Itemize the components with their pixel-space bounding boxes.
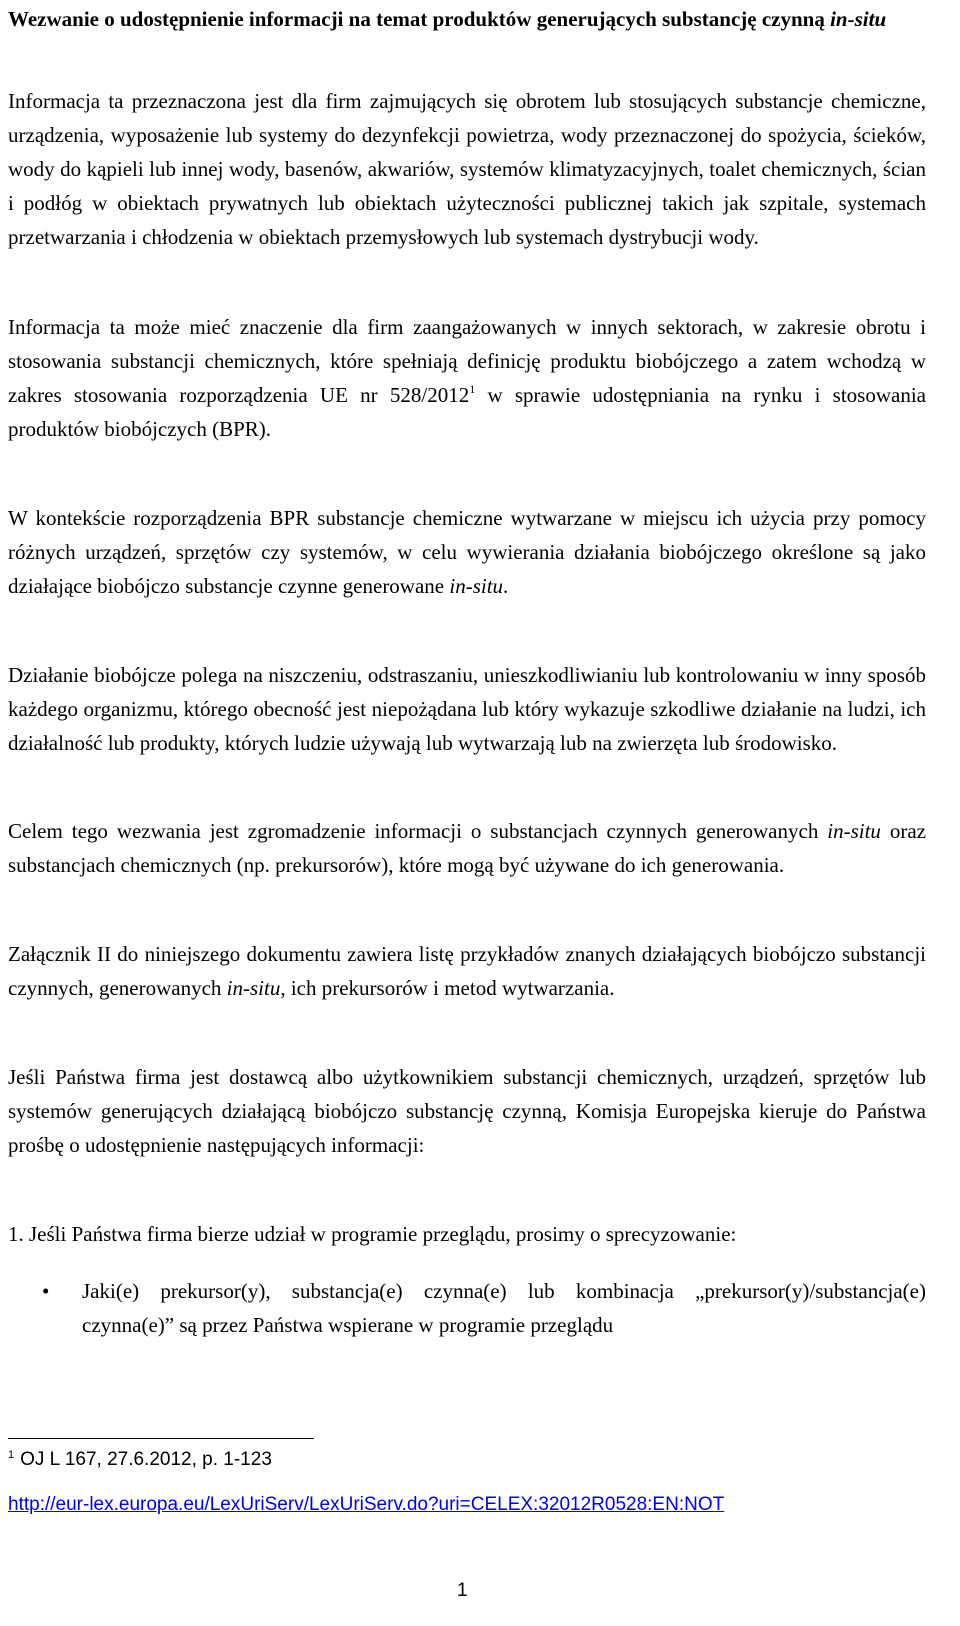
eur-lex-link[interactable]: http://eur-lex.europa.eu/LexUriServ/LexUriServ.do?uri=CELEX:32012R0528:EN:NOT	[8, 1494, 725, 1515]
paragraph-bpr-text-end: .	[503, 574, 509, 598]
footnote-text: OJ L 167, 27.6.2012, p. 1-123	[20, 1449, 272, 1470]
paragraph-purpose-italic: in-situ	[827, 819, 881, 843]
paragraph-annex	[8, 937, 926, 1005]
paragraph-annex-italic: in-situ	[226, 976, 281, 1000]
paragraph-purpose-text: Celem tego wezwania jest zgromadzenie informacji o substancjach czynnych generowanych	[8, 819, 828, 843]
bullet-symbol: •	[42, 1279, 50, 1303]
paragraph-relevance-text-end: w sprawie udostępniania na rynku i stosowania produktów biobójczych (BPR).	[8, 383, 927, 441]
numbered-item-1: 1. Jeśli Państwa firma bierze udział w programie przeglądu, prosimy o sprecyzowanie:	[8, 1222, 737, 1246]
paragraph-purpose-text-end: oraz substancjach chemicznych (np. prekursorów), które mogą być używane do ich generowania.	[8, 819, 926, 877]
bullet-text: Jaki(e) prekursor(y), substancja(e) czynna(e) lub kombinacja „prekursor(y)/substancja(e) czynna(e)” są przez Państwa wspierane w programie przeglądu	[82, 1279, 926, 1337]
document-title	[8, 6, 926, 32]
paragraph-annex-text: Załącznik II do niniejszego dokumentu zawiera listę przykładów znanych działających biobójczo substancji czynnych, generowanych	[8, 942, 926, 1000]
title-text: Wezwanie o udostępnienie informacji na temat produktów generujących substancję czynną	[8, 7, 831, 31]
paragraph-bpr-text: W kontekście rozporządzenia BPR substancje chemiczne wytwarzane w miejscu ich użycia przy pomocy różnych urządzeń, sprzętów czy systemów, w celu wywierania działania biobójczego określone są jako działające biobójczo substancje czynne generowane	[8, 506, 926, 598]
footnote-mark: 1	[8, 1449, 15, 1461]
footnote-separator	[8, 1438, 314, 1439]
paragraph-annex-text-end: , ich prekursorów i metod wytwarzania.	[280, 976, 615, 1000]
paragraph-relevance	[8, 310, 926, 446]
paragraph-bpr-italic: in-situ	[449, 574, 504, 598]
paragraph-bpr-context	[8, 501, 926, 603]
paragraph-purpose	[8, 814, 926, 882]
page-number: 1	[457, 1580, 468, 1601]
paragraph-relevance-text: Informacja ta może mieć znaczenie dla firm zaangażowanych w innych sektorach, w zakresie obrotu i stosowania substancji chemicznych, które spełniają definicję produktu biobójczego a zatem wchodzą w zakres stosowania rozporządzenia UE nr 528/2012	[8, 315, 926, 407]
footnote	[8, 1443, 272, 1472]
title-italic-text: in-situ	[830, 7, 887, 31]
paragraph-biocidal-action: Działanie biobójcze polega na niszczeniu, odstraszaniu, unieszkodliwianiu lub kontrolowaniu w inny sposób każdego organizmu, którego obecność jest niepożądana lub który wykazuje szkodliwe działanie na ludzi, ich działalność lub produkty, których ludzie używają lub wytwarzają lub na zwierzęta lub środowisko.	[8, 663, 926, 755]
paragraph-scope: Informacja ta przeznaczona jest dla firm zajmujących się obrotem lub stosujących substancje chemiczne, urządzenia, wyposażenie lub systemy do dezynfekcji powietrza, wody przeznaczonej do spożycia, ścieków, wody do kąpieli lub innej wody, basenów, akwariów, systemów klimatyzacyjnych, toalet chemicznych, ścian i podłóg w obiektach prywatnych lub obiektach użyteczności publicznej takich jak szpitale, systemach przetwarzania i chłodzenia w obiektach przemysłowych lub systemach dystrybucji wody.	[8, 89, 926, 249]
paragraph-request: Jeśli Państwa firma jest dostawcą albo użytkownikiem substancji chemicznych, urządzeń, sprzętów lub systemów generujących działającą biobójczo substancję czynną, Komisja Europejska kieruje do Państwa prośbę o udostępnienie następujących informacji:	[8, 1065, 926, 1157]
footnote-reference: 1	[469, 382, 476, 396]
